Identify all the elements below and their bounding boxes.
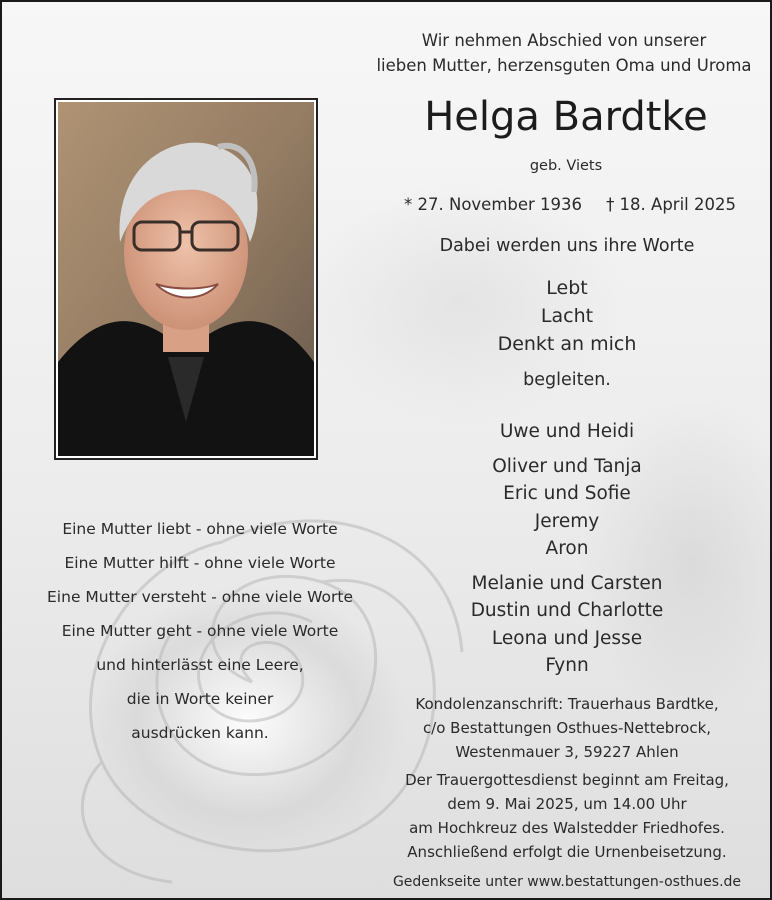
family-member: Jeremy — [534, 510, 600, 532]
family-member: Leona und Jesse — [491, 627, 643, 649]
family-member: Uwe und Heidi — [499, 421, 635, 442]
family-group — [432, 570, 702, 680]
service-line: am Hochkreuz des Walstedder Friedhofes. — [409, 819, 725, 837]
death-date: † 18. April 2025 — [606, 195, 736, 214]
deceased-name: Helga Bardtke — [424, 94, 708, 140]
family-group — [432, 418, 702, 446]
service-line: dem 9. Mai 2025, um 14.00 Uhr — [447, 795, 687, 813]
family-member: Dustin und Charlotte — [470, 600, 664, 621]
memorial-website-link[interactable]: Gedenkseite unter www.bestattungen-osthues.de — [392, 874, 742, 890]
maiden-name: geb. Viets — [529, 158, 603, 174]
poem-line: Eine Mutter versteht - ohne viele Worte — [47, 588, 353, 606]
family-member: Melanie und Carsten — [471, 572, 663, 594]
poem — [22, 512, 378, 750]
poem-line: ausdrücken kann. — [131, 724, 269, 742]
family-group — [432, 453, 702, 563]
funeral-info — [387, 692, 747, 894]
poem-line: die in Worte keiner — [126, 690, 274, 708]
condolence-line: Westenmauer 3, 59227 Ahlen — [455, 743, 679, 761]
family-member: Fynn — [545, 655, 589, 676]
intro-line: lieben Mutter, herzensguten Oma und Uroma — [376, 56, 752, 75]
portrait-photo — [54, 98, 318, 460]
poem-line: und hinterlässt eine Leere, — [96, 656, 304, 674]
words-intro: Dabei werden uns ihre Worte — [439, 236, 695, 256]
service-line: Anschließend erfolgt die Urnenbeisetzung. — [407, 843, 727, 861]
poem-line: Eine Mutter hilft - ohne viele Worte — [64, 554, 336, 572]
motto-line: Lacht — [540, 305, 594, 327]
service-line: Der Trauergottesdienst beginnt am Freitag, — [405, 771, 729, 789]
family-list — [432, 418, 702, 687]
poem-line: Eine Mutter liebt - ohne viele Worte — [62, 520, 338, 538]
condolence-line: c/o Bestattungen Osthues-Nettebrock, — [422, 719, 712, 737]
family-member: Oliver und Tanja — [492, 455, 642, 477]
motto-list — [472, 274, 662, 358]
poem-line: Eine Mutter geht - ohne viele Worte — [61, 622, 339, 640]
family-member: Eric und Sofie — [503, 483, 631, 504]
motto-line: Denkt an mich — [497, 333, 637, 355]
condolence-line: Kondolenzanschrift: Trauerhaus Bardtke, — [415, 695, 719, 713]
life-dates — [392, 195, 742, 214]
motto-line: Lebt — [546, 277, 588, 299]
birth-date: * 27. November 1936 — [404, 195, 583, 214]
family-member: Aron — [545, 538, 589, 559]
intro-line: Wir nehmen Abschied von unserer — [421, 31, 707, 50]
intro-text — [374, 28, 754, 78]
begleiten-text: begleiten. — [523, 370, 611, 390]
